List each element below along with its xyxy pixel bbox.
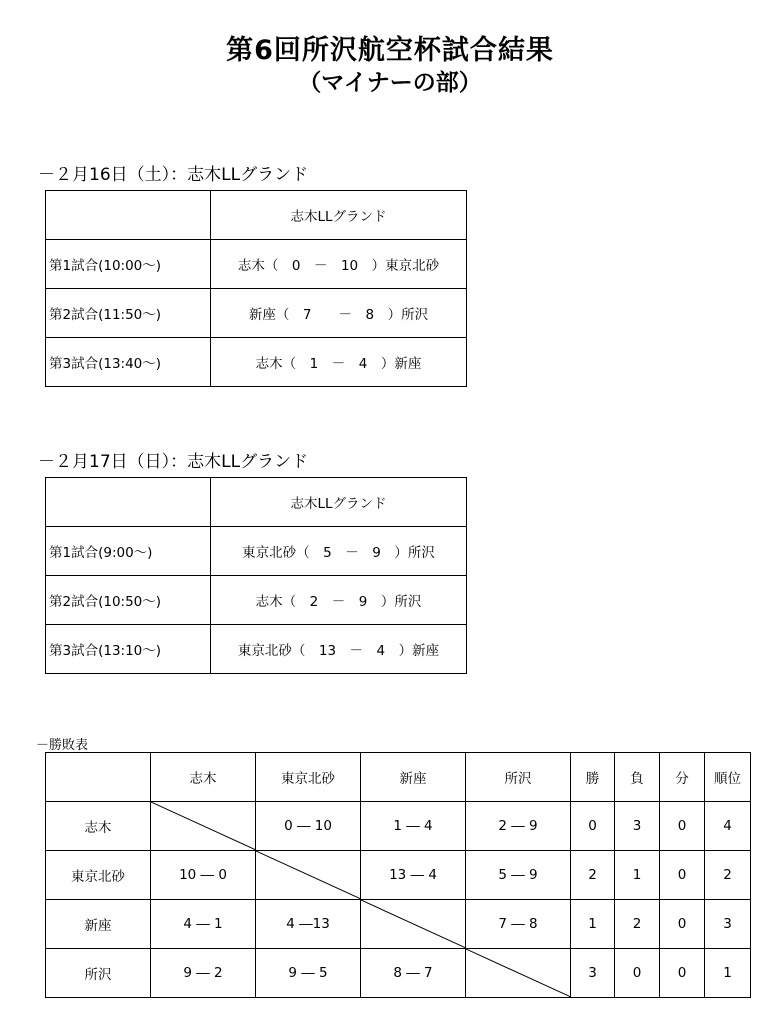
score-cell: 10 ― 0	[151, 851, 256, 900]
page-subtitle: （マイナーの部）	[298, 70, 482, 96]
win-count: 0	[571, 802, 615, 851]
rank-value: 1	[705, 949, 751, 998]
diagonal-line	[256, 851, 361, 899]
table-row	[46, 576, 467, 625]
game-result: 東京北砂（ 13 － 4 ）新座	[211, 625, 467, 674]
table-row	[46, 900, 751, 949]
loss-count: 3	[615, 802, 660, 851]
game-slot: 第1試合(9:00～)	[46, 527, 211, 576]
table-row	[46, 240, 467, 289]
draw-count: 0	[660, 949, 705, 998]
diagonal-cell	[151, 802, 256, 851]
table-header-row	[46, 478, 467, 527]
score-cell: 0 ― 10	[256, 802, 361, 851]
score-cell: 5 ― 9	[466, 851, 571, 900]
header-win: 勝	[571, 753, 615, 802]
game-slot: 第2試合(10:50～)	[46, 576, 211, 625]
score-cell: 9 ― 2	[151, 949, 256, 998]
score-cell: 9 ― 5	[256, 949, 361, 998]
score-cell: 2 ― 9	[466, 802, 571, 851]
row-team-name: 所沢	[46, 949, 151, 998]
header-blank-cell	[46, 191, 211, 240]
table-row	[46, 802, 751, 851]
diagonal-line	[151, 802, 256, 850]
score-cell: 4 ―13	[256, 900, 361, 949]
score-cell: 7 ― 8	[466, 900, 571, 949]
score-cell: 13 ― 4	[361, 851, 466, 900]
score-cell: 8 ― 7	[361, 949, 466, 998]
game-slot: 第1試合(10:00～)	[46, 240, 211, 289]
game-result: 新座（ 7 － 8 ）所沢	[211, 289, 467, 338]
table-row	[46, 949, 751, 998]
diagonal-cell	[256, 851, 361, 900]
loss-count: 1	[615, 851, 660, 900]
header-team-shiki: 志木	[151, 753, 256, 802]
header-rank: 順位	[705, 753, 751, 802]
win-count: 2	[571, 851, 615, 900]
table-row	[46, 851, 751, 900]
diagonal-cell	[361, 900, 466, 949]
header-team-tokyo-kitasuna: 東京北砂	[256, 753, 361, 802]
table-row	[46, 289, 467, 338]
venue-header: 志木LLグランド	[211, 191, 467, 240]
diagonal-line	[361, 900, 466, 948]
win-count: 1	[571, 900, 615, 949]
header-loss: 負	[615, 753, 660, 802]
standings-header-row	[46, 753, 751, 802]
header-blank-cell	[46, 478, 211, 527]
day2-heading: －２月17日（日）：志木LLグランド	[38, 452, 309, 472]
header-team-niiza: 新座	[361, 753, 466, 802]
diagonal-cell	[466, 949, 571, 998]
game-result: 東京北砂（ 5 － 9 ）所沢	[211, 527, 467, 576]
table-header-row	[46, 191, 467, 240]
standings-table	[45, 752, 751, 998]
game-slot: 第2試合(11:50～)	[46, 289, 211, 338]
table-row	[46, 338, 467, 387]
row-team-name: 新座	[46, 900, 151, 949]
header-draw: 分	[660, 753, 705, 802]
score-cell: 4 ― 1	[151, 900, 256, 949]
rank-value: 4	[705, 802, 751, 851]
page-title: 第6回所沢航空杯試合結果	[226, 35, 554, 66]
score-cell: 1 ― 4	[361, 802, 466, 851]
venue-header: 志木LLグランド	[211, 478, 467, 527]
header-team-tokorozawa: 所沢	[466, 753, 571, 802]
game-result: 志木（ 0 － 10 ）東京北砂	[211, 240, 467, 289]
table-row	[46, 625, 467, 674]
draw-count: 0	[660, 851, 705, 900]
standings-heading: －勝敗表	[36, 738, 89, 753]
game-slot: 第3試合(13:40～)	[46, 338, 211, 387]
day1-table	[45, 190, 467, 387]
table-row	[46, 527, 467, 576]
draw-count: 0	[660, 802, 705, 851]
loss-count: 2	[615, 900, 660, 949]
row-team-name: 志木	[46, 802, 151, 851]
win-count: 3	[571, 949, 615, 998]
loss-count: 0	[615, 949, 660, 998]
game-result: 志木（ 1 － 4 ）新座	[211, 338, 467, 387]
rank-value: 2	[705, 851, 751, 900]
diagonal-line	[466, 949, 571, 997]
header-blank-cell	[46, 753, 151, 802]
day1-heading: －２月16日（土）：志木LLグランド	[38, 165, 309, 185]
game-slot: 第3試合(13:10～)	[46, 625, 211, 674]
day2-table	[45, 477, 467, 674]
game-result: 志木（ 2 － 9 ）所沢	[211, 576, 467, 625]
rank-value: 3	[705, 900, 751, 949]
row-team-name: 東京北砂	[46, 851, 151, 900]
draw-count: 0	[660, 900, 705, 949]
